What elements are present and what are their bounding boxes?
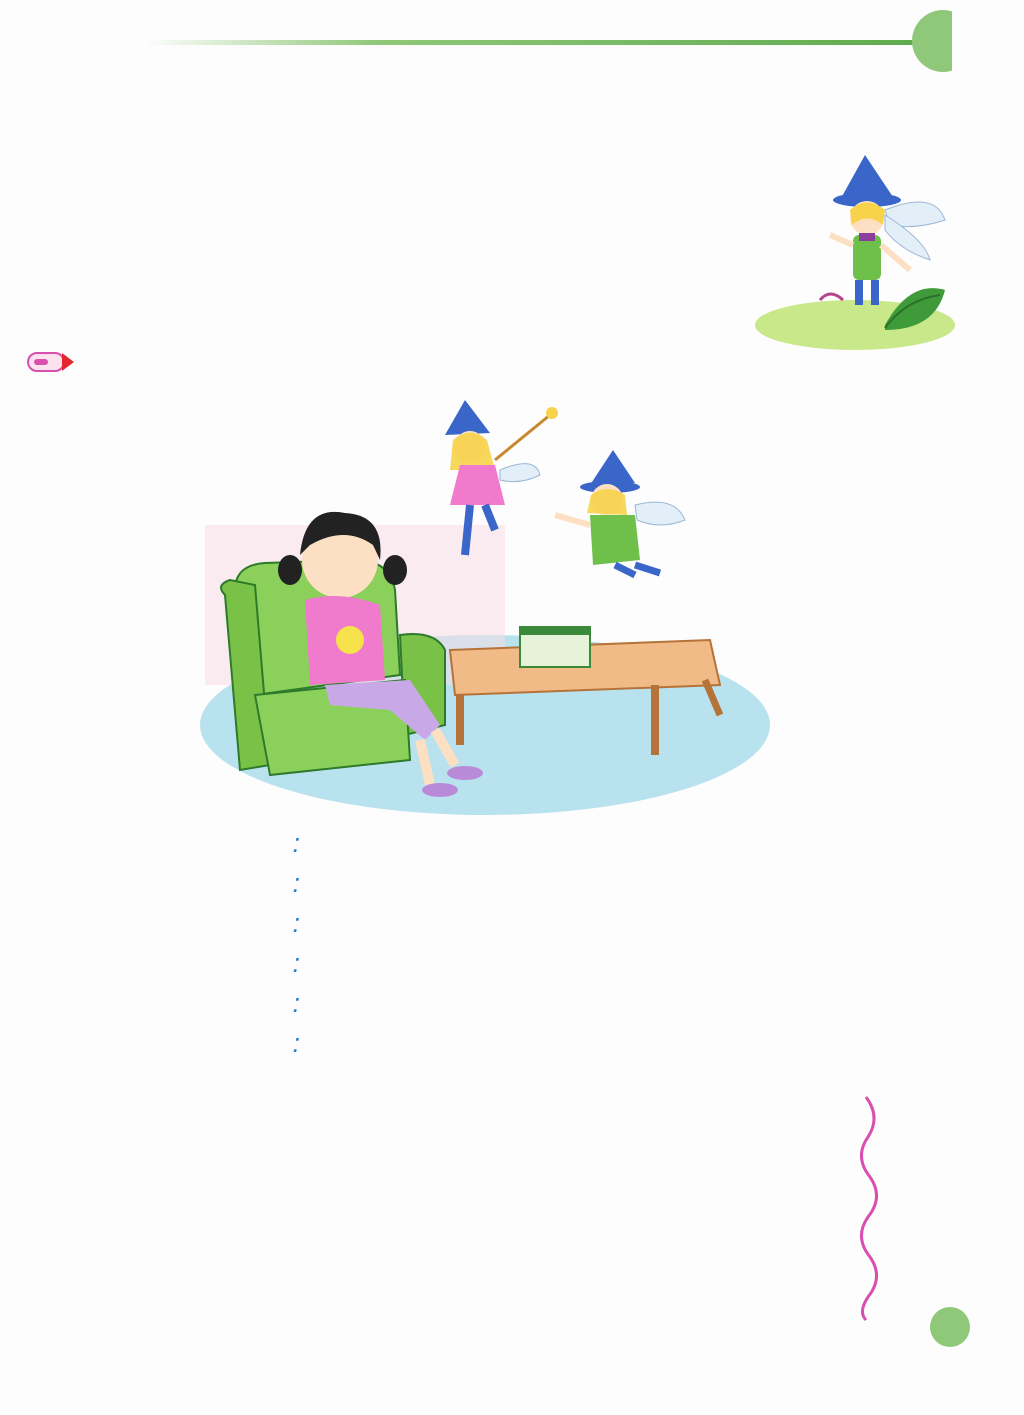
dialogue-line	[0, 1028, 1024, 1068]
girl-on-sofa-with-fairies-illustration	[195, 395, 775, 815]
page-number	[930, 1307, 970, 1347]
bank-border-right	[846, 1092, 886, 1322]
dialogue-line	[0, 988, 1024, 1028]
top-rule	[145, 40, 925, 45]
speaker-name: :	[292, 988, 300, 1018]
dialogue-line	[0, 908, 1024, 948]
speaker-name: :	[292, 948, 300, 978]
page-edge	[952, 0, 1024, 80]
speaker-name: :	[292, 1028, 300, 1058]
bank-border-top	[110, 1078, 850, 1108]
speaker-name: :	[292, 908, 300, 938]
speaker-name: :	[292, 828, 300, 858]
speaker-name: :	[292, 868, 300, 898]
bank-border-bottom	[80, 1305, 870, 1335]
dialogue-line	[0, 828, 1024, 868]
fairy-on-leaf-illustration	[735, 150, 955, 360]
dialogue-line	[0, 948, 1024, 988]
pencil-marker-icon	[26, 350, 76, 374]
dialogue-line	[0, 868, 1024, 908]
